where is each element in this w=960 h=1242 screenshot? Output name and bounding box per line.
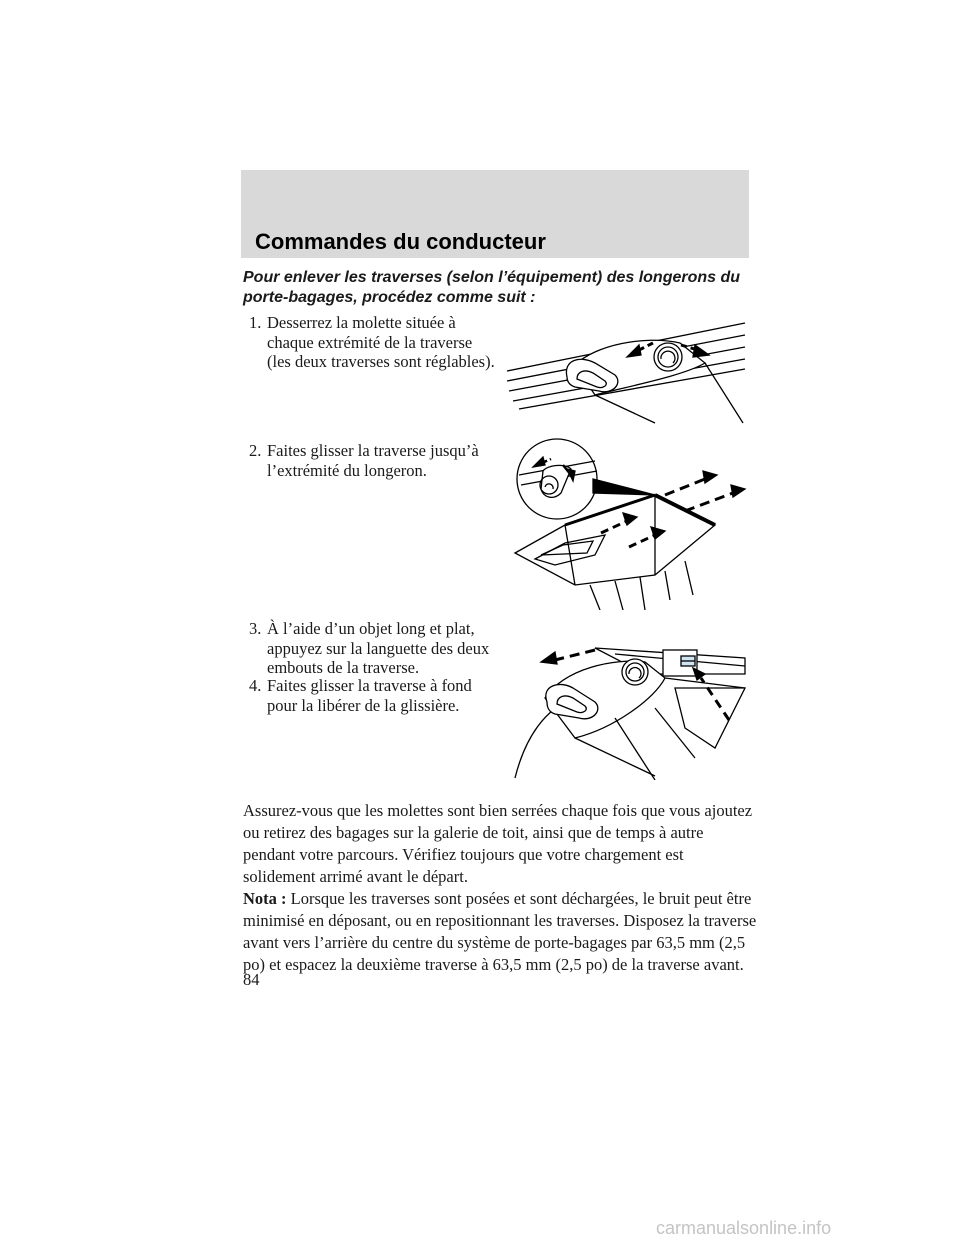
safety-paragraph: Assurez-vous que les molettes sont bien serrées chaque fois que vous ajoutez ou retirez des bagages sur la galerie de toit, ainsi que de temps à autre pendant votre parcours. Vérifiez toujours que votre chargement est solidement arrimé avant le départ. [243, 801, 753, 886]
step-1 [249, 313, 499, 372]
step-text: À l’aide d’un objet long et plat, appuyez sur la languette des deux embouts de la traverse. [267, 619, 490, 677]
footer-watermark-url[interactable]: carmanualsonline.info [656, 1218, 832, 1238]
step-text: Faites glisser la traverse à fond pour la libérer de la glissière. [267, 676, 472, 715]
step-text: Desserrez la molette située à chaque extrémité de la traverse (les deux traverses sont réglables). [267, 313, 495, 371]
step-number: 1. [249, 313, 262, 332]
step-4 [249, 676, 499, 715]
step-text: Faites glisser la traverse jusqu’à l’extrémité du longeron. [267, 441, 479, 480]
section-title: Commandes du conducteur [255, 229, 546, 254]
figure-loosen-knob [505, 305, 750, 425]
figure-release-tab [505, 628, 750, 780]
note-text: Lorsque les traverses sont posées et sont déchargées, le bruit peut être minimisé en déposant, ou en repositionnant les traverses. Disposez la traverse avant vers l’arrière du centre du système de porte-bagages par 63,5 mm (2,5 po) et espacez la deuxième traverse à 63,5 mm (2,5 po) de la traverse avant. [243, 889, 757, 974]
step-number: 4. [249, 676, 262, 695]
step-3 [249, 619, 499, 678]
step-2 [249, 441, 499, 480]
page-number: 84 [243, 970, 260, 989]
figure-slide-crossbar [505, 435, 750, 610]
note-paragraph [243, 888, 758, 976]
step-number: 3. [249, 619, 262, 638]
note-label: Nota : [243, 889, 287, 908]
intro-heading: Pour enlever les traverses (selon l’équipement) des longerons du porte-bagages, procédez comme suit : [243, 269, 741, 306]
step-number: 2. [249, 441, 262, 460]
